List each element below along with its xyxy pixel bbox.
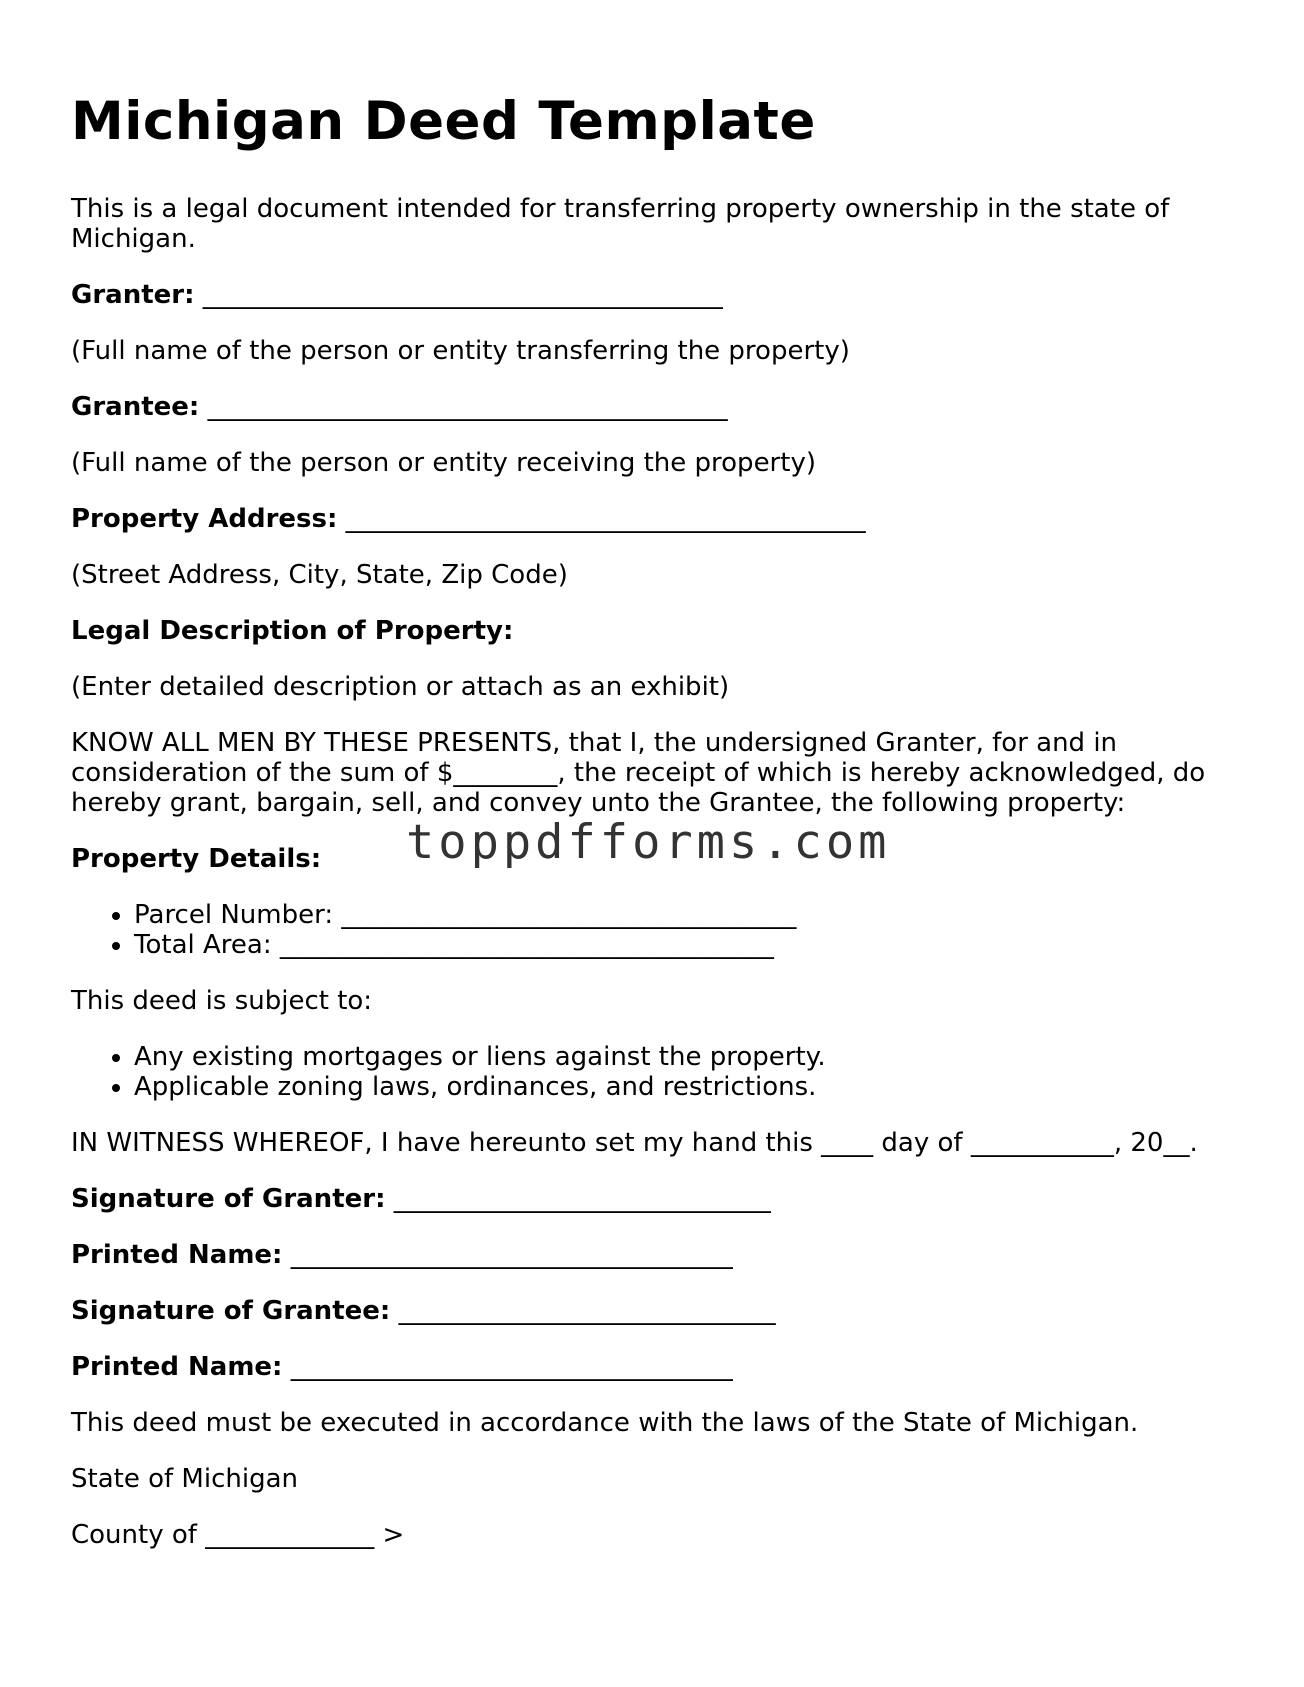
grantee-label: Grantee: — [71, 392, 200, 422]
property-address-note: (Street Address, City, State, Zip Code) — [71, 560, 568, 590]
grantee-blank: ________________________________________ — [207, 392, 728, 422]
execution-note: This deed must be executed in accordance with the laws of the State of Michigan. — [71, 1408, 1139, 1438]
printed-name-granter-field — [71, 1240, 1241, 1270]
county-line: County of _____________ > — [71, 1520, 405, 1550]
legal-description-label: Legal Description of Property: — [71, 616, 514, 646]
signature-grantee-blank: _____________________________ — [398, 1296, 776, 1326]
witness-paragraph: IN WITNESS WHEREOF, I have hereunto set my hand this ____ day of ___________, 20__. — [71, 1128, 1198, 1158]
legal-description-note: (Enter detailed description or attach as an exhibit) — [71, 672, 730, 702]
granter-note: (Full name of the person or entity transferring the property) — [71, 336, 850, 366]
property-details-label: Property Details: — [71, 844, 322, 874]
page-title: Michigan Deed Template — [71, 91, 816, 152]
signature-granter-field — [71, 1184, 1241, 1214]
subject-to-list — [71, 1042, 1241, 1102]
intro-paragraph: This is a legal document intended for transferring property ownership in the state of Michigan. — [71, 194, 1170, 254]
property-address-blank: ________________________________________ — [345, 504, 866, 534]
list-item: • Any existing mortgages or liens against the property. — [134, 1042, 1241, 1072]
property-address-field — [71, 504, 1241, 534]
list-item: • Applicable zoning laws, ordinances, and restrictions. — [134, 1072, 1241, 1102]
printed-name-blank: __________________________________ — [290, 1352, 733, 1382]
conveyance-paragraph: KNOW ALL MEN BY THESE PRESENTS, that I, the undersigned Granter, for and in consideration of the sum of $________, the receipt of which is hereby acknowledged, do hereby grant, bargain, sell, and convey unto the Grantee, the following property: — [71, 728, 1206, 818]
property-address-label: Property Address: — [71, 504, 338, 534]
signature-grantee-label: Signature of Grantee: — [71, 1296, 391, 1326]
granter-field — [71, 280, 1241, 310]
signature-granter-label: Signature of Granter: — [71, 1184, 386, 1214]
signature-granter-blank: _____________________________ — [393, 1184, 771, 1214]
printed-name-label: Printed Name: — [71, 1352, 283, 1382]
state-line: State of Michigan — [71, 1464, 298, 1494]
printed-name-label: Printed Name: — [71, 1240, 283, 1270]
grantee-field — [71, 392, 1241, 422]
printed-name-blank: __________________________________ — [290, 1240, 733, 1270]
list-item: • Parcel Number: ___________________________________ — [134, 900, 1241, 930]
printed-name-grantee-field — [71, 1352, 1241, 1382]
granter-label: Granter: — [71, 280, 195, 310]
subject-to-intro: This deed is subject to: — [71, 986, 373, 1016]
grantee-note: (Full name of the person or entity receiving the property) — [71, 448, 816, 478]
list-item: • Total Area: ______________________________________ — [134, 930, 1241, 960]
signature-grantee-field — [71, 1296, 1241, 1326]
property-details-list — [71, 900, 1241, 960]
granter-blank: ________________________________________ — [202, 280, 723, 310]
watermark: toppdfforms.com — [406, 815, 891, 870]
